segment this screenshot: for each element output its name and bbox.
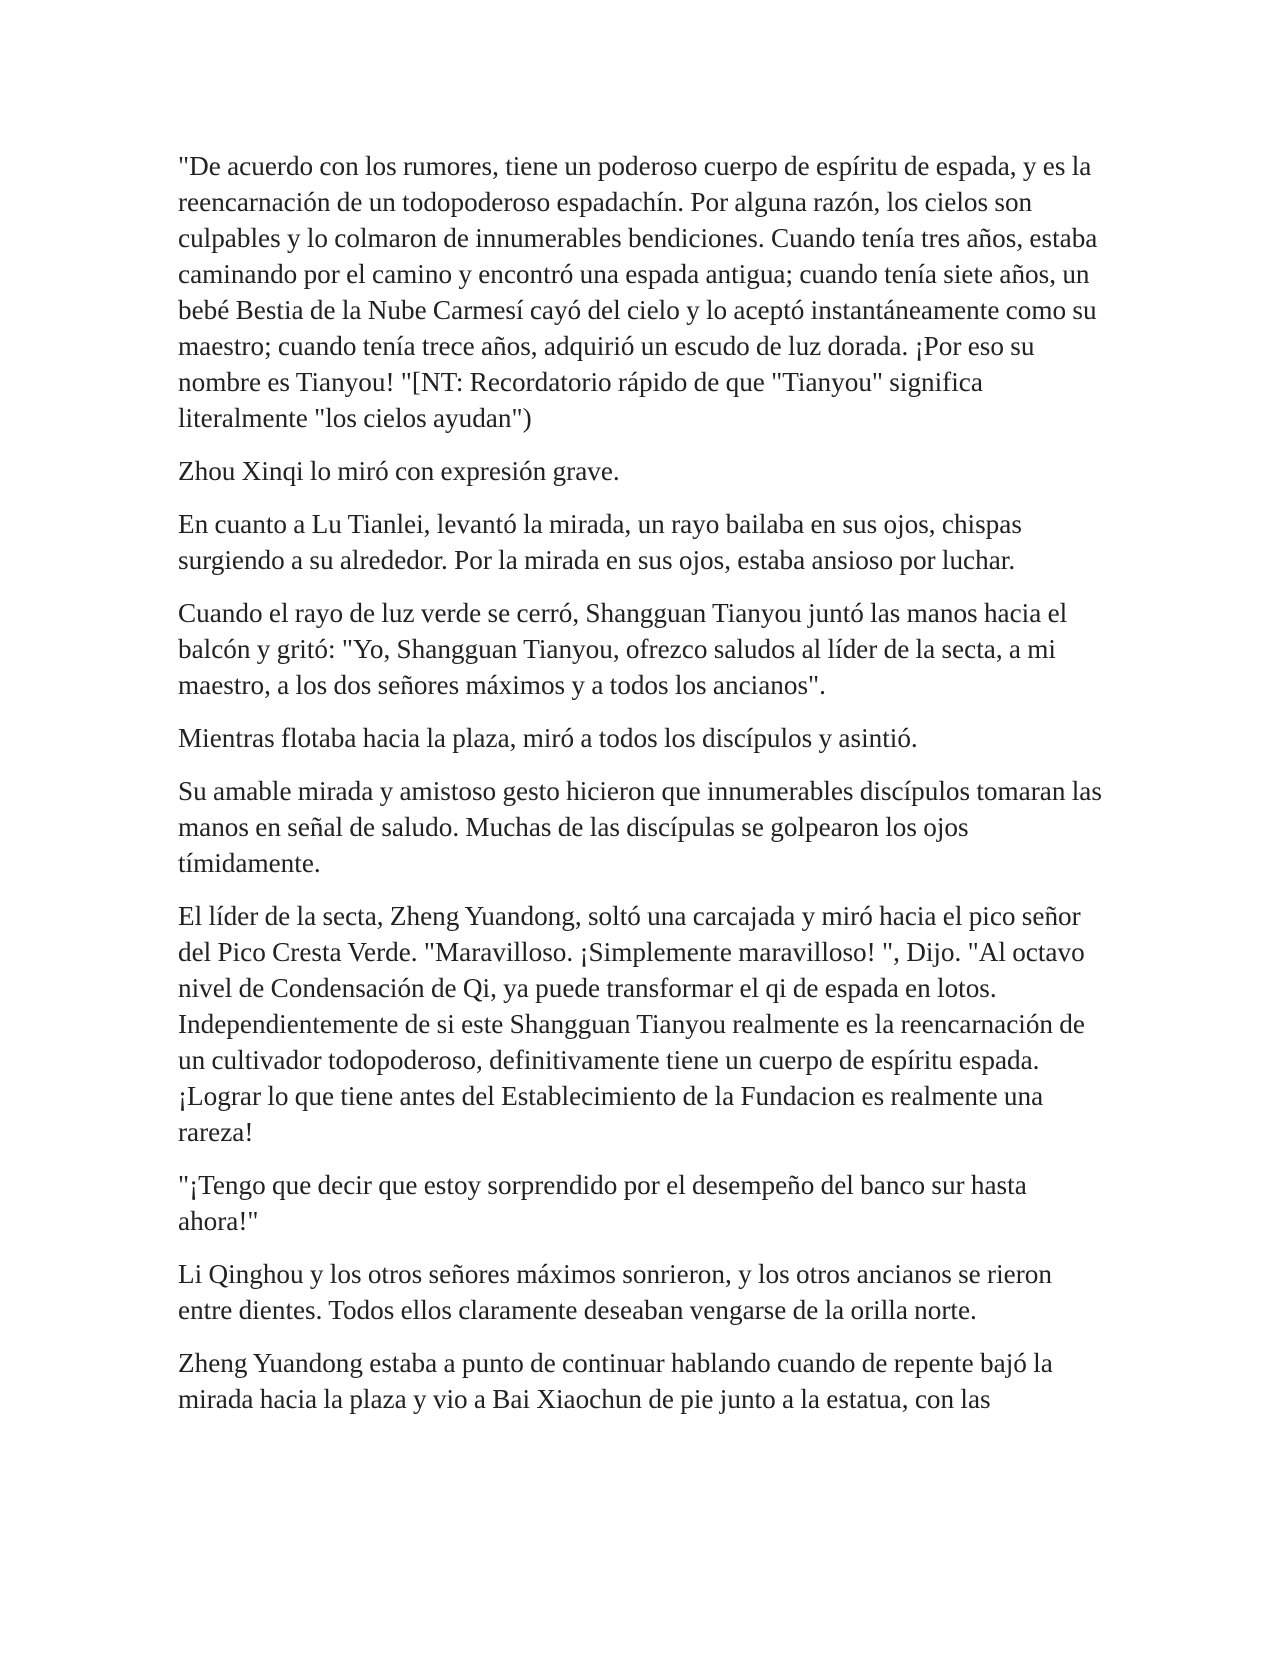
paragraph: Cuando el rayo de luz verde se cerró, Shangguan Tianyou juntó las manos hacia el balcón y gritó: "Yo, Shangguan Tianyou, ofrezco saludos al líder de la secta, a mi maestro, a los dos señores máximos y a todos los ancianos".: [178, 598, 1068, 700]
document-body: [178, 148, 1108, 1434]
paragraph: En cuanto a Lu Tianlei, levantó la mirada, un rayo bailaba en sus ojos, chispas surgiendo a su alrededor. Por la mirada en sus ojos, estaba ansioso por luchar.: [178, 509, 1022, 575]
paragraph: El líder de la secta, Zheng Yuandong, soltó una carcajada y miró hacia el pico señor del Pico Cresta Verde. "Maravilloso. ¡Simplemente maravilloso! ", Dijo. "Al octavo nivel de Condensación de Qi, ya puede transformar el qi de espada en lotos. Independientemente de si este Shangguan Tianyou realmente es la reencarnación de un cultivador todopoderoso, definitivamente tiene un cuerpo de espíritu espada. ¡Lograr lo que tiene antes del Establecimiento de la Fundacion es realmente una rareza!: [178, 901, 1085, 1147]
paragraph: Li Qinghou y los otros señores máximos sonrieron, y los otros ancianos se rieron entre dientes. Todos ellos claramente deseaban vengarse de la orilla norte.: [178, 1259, 1052, 1325]
paragraph: "De acuerdo con los rumores, tiene un poderoso cuerpo de espíritu de espada, y es la reencarnación de un todopoderoso espadachín. Por alguna razón, los cielos son culpables y lo colmaron de innumerables bendiciones. Cuando tenía tres años, estaba caminando por el camino y encontró una espada antigua; cuando tenía siete años, un bebé Bestia de la Nube Carmesí cayó del cielo y lo aceptó instantáneamente como su maestro; cuando tenía trece años, adquirió un escudo de luz dorada. ¡Por eso su nombre es Tianyou! "[NT: Recordatorio rápido de que "Tianyou" significa literalmente "los cielos ayudan"): [178, 151, 1098, 433]
paragraph: Zheng Yuandong estaba a punto de continuar hablando cuando de repente bajó la mirada hacia la plaza y vio a Bai Xiaochun de pie junto a la estatua, con las: [178, 1348, 1053, 1414]
paragraph: Zhou Xinqi lo miró con expresión grave.: [178, 456, 620, 486]
paragraph: Su amable mirada y amistoso gesto hicieron que innumerables discípulos tomaran las manos en señal de saludo. Muchas de las discípulas se golpearon los ojos tímidamente.: [178, 776, 1102, 878]
paragraph: "¡Tengo que decir que estoy sorprendido por el desempeño del banco sur hasta ahora!": [178, 1170, 1027, 1236]
paragraph: Mientras flotaba hacia la plaza, miró a todos los discípulos y asintió.: [178, 723, 918, 753]
